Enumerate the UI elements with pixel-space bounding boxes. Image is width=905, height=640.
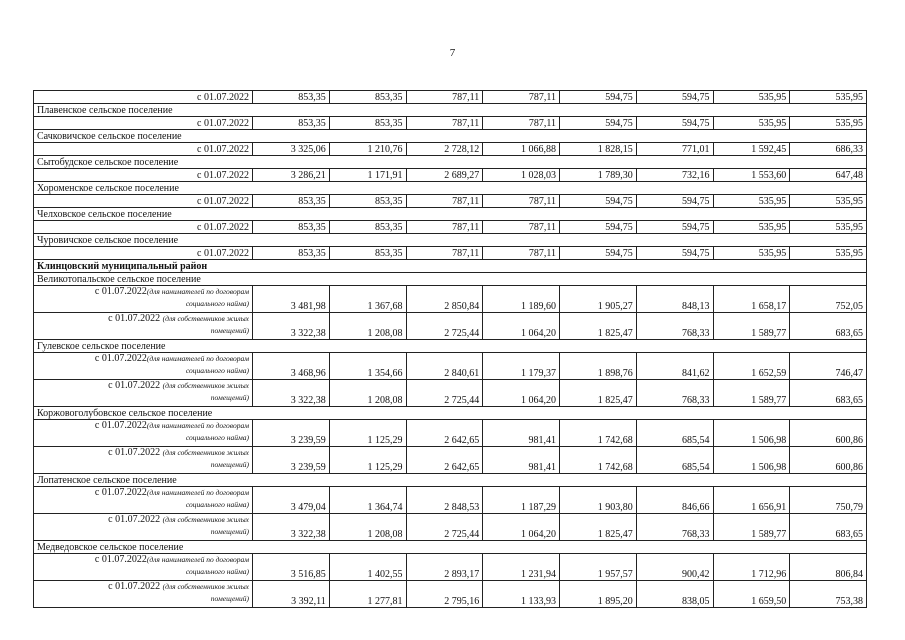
settlement-name: Чуровичское сельское поселение	[34, 234, 867, 247]
table-row	[34, 554, 867, 581]
value-cell: 2 850,84	[406, 286, 483, 313]
value-cell: 853,35	[253, 117, 330, 130]
table-row	[34, 104, 867, 117]
value-cell: 768,33	[636, 313, 713, 340]
value-cell: 3 239,59	[253, 420, 330, 447]
value-cell: 1 208,08	[329, 514, 406, 541]
value-cell: 981,41	[483, 420, 560, 447]
date-cell	[34, 447, 253, 474]
value-cell: 1 171,91	[329, 169, 406, 182]
value-cell: 1 898,76	[560, 353, 637, 380]
date-cell: с 01.07.2022	[34, 169, 253, 182]
value-cell: 900,42	[636, 554, 713, 581]
table-row	[34, 380, 867, 407]
value-cell: 1 589,77	[713, 313, 790, 340]
value-cell: 1 208,08	[329, 313, 406, 340]
date-cell	[34, 554, 253, 581]
value-cell: 853,35	[329, 91, 406, 104]
value-cell: 787,11	[483, 195, 560, 208]
value-cell: 1 367,68	[329, 286, 406, 313]
table-row	[34, 541, 867, 554]
value-cell: 1 652,59	[713, 353, 790, 380]
value-cell: 1 712,96	[713, 554, 790, 581]
tariff-table-body	[34, 91, 867, 608]
value-cell: 1 742,68	[560, 420, 637, 447]
value-cell: 1 506,98	[713, 420, 790, 447]
date-cell	[34, 487, 253, 514]
value-cell: 853,35	[329, 195, 406, 208]
table-row	[34, 143, 867, 156]
table-row	[34, 208, 867, 221]
table-row	[34, 221, 867, 234]
value-cell: 846,66	[636, 487, 713, 514]
date-text: с 01.07.2022	[108, 581, 161, 592]
table-row	[34, 313, 867, 340]
value-cell: 787,11	[483, 221, 560, 234]
date-text: с 01.07.2022	[108, 313, 161, 324]
settlement-name: Сачковичское сельское поселение	[34, 130, 867, 143]
value-cell: 787,11	[406, 195, 483, 208]
value-cell: 1 133,93	[483, 581, 560, 608]
value-cell: 2 725,44	[406, 380, 483, 407]
table-row	[34, 286, 867, 313]
category-note: (для нанимателей по договорам	[146, 488, 249, 497]
settlement-name: Великотопальское сельское поселение	[34, 273, 867, 286]
table-row	[34, 514, 867, 541]
value-cell: 594,75	[560, 117, 637, 130]
value-cell: 1 553,60	[713, 169, 790, 182]
value-cell: 1 064,20	[483, 514, 560, 541]
category-note: (для нанимателей по договорам	[146, 555, 249, 564]
settlement-name: Медведовское сельское поселение	[34, 541, 867, 554]
settlement-name: Лопатенское сельское поселение	[34, 474, 867, 487]
value-cell: 853,35	[253, 247, 330, 260]
value-cell: 1 125,29	[329, 447, 406, 474]
value-cell: 685,54	[636, 420, 713, 447]
value-cell: 853,35	[253, 91, 330, 104]
table-row	[34, 420, 867, 447]
settlement-name: Сытобудское сельское поселение	[34, 156, 867, 169]
value-cell: 841,62	[636, 353, 713, 380]
value-cell: 1 592,45	[713, 143, 790, 156]
value-cell: 686,33	[790, 143, 867, 156]
value-cell: 3 322,38	[253, 380, 330, 407]
category-note-continued: социального найма)	[185, 366, 249, 375]
category-note-continued: помещений)	[210, 594, 249, 603]
settlement-name: Плавенское сельское поселение	[34, 104, 867, 117]
value-cell: 1 210,76	[329, 143, 406, 156]
table-row	[34, 247, 867, 260]
value-cell: 2 642,65	[406, 447, 483, 474]
value-cell: 535,95	[790, 247, 867, 260]
category-note-continued: социального найма)	[185, 567, 249, 576]
category-note-continued: социального найма)	[185, 299, 249, 308]
value-cell: 3 322,38	[253, 514, 330, 541]
table-row	[34, 182, 867, 195]
value-cell: 768,33	[636, 514, 713, 541]
table-row	[34, 156, 867, 169]
date-cell: с 01.07.2022	[34, 143, 253, 156]
value-cell: 1 658,17	[713, 286, 790, 313]
value-cell: 2 728,12	[406, 143, 483, 156]
category-note: (для собственников жилых	[162, 381, 249, 390]
value-cell: 3 239,59	[253, 447, 330, 474]
date-cell: с 01.07.2022	[34, 221, 253, 234]
settlement-name: Коржовоголубовское сельское поселение	[34, 407, 867, 420]
value-cell: 594,75	[560, 91, 637, 104]
value-cell: 732,16	[636, 169, 713, 182]
value-cell: 787,11	[406, 117, 483, 130]
category-note: (для нанимателей по договорам	[146, 287, 249, 296]
settlement-name: Гулевское сельское поселение	[34, 340, 867, 353]
value-cell: 535,95	[713, 195, 790, 208]
value-cell: 594,75	[560, 247, 637, 260]
value-cell: 806,84	[790, 554, 867, 581]
value-cell: 1 354,66	[329, 353, 406, 380]
value-cell: 3 286,21	[253, 169, 330, 182]
value-cell: 838,05	[636, 581, 713, 608]
category-note-continued: социального найма)	[185, 500, 249, 509]
table-row	[34, 169, 867, 182]
value-cell: 3 516,85	[253, 554, 330, 581]
value-cell: 752,05	[790, 286, 867, 313]
date-cell	[34, 514, 253, 541]
value-cell: 600,86	[790, 447, 867, 474]
value-cell: 746,47	[790, 353, 867, 380]
value-cell: 3 468,96	[253, 353, 330, 380]
value-cell: 771,01	[636, 143, 713, 156]
district-name: Клинцовский муниципальный район	[34, 260, 867, 273]
value-cell: 1 903,80	[560, 487, 637, 514]
date-text: с 01.07.2022	[108, 380, 161, 391]
category-note-continued: помещений)	[210, 527, 249, 536]
table-row	[34, 234, 867, 247]
value-cell: 3 392,11	[253, 581, 330, 608]
table-row	[34, 117, 867, 130]
value-cell: 1 589,77	[713, 514, 790, 541]
value-cell: 683,65	[790, 380, 867, 407]
value-cell: 2 689,27	[406, 169, 483, 182]
value-cell: 1 589,77	[713, 380, 790, 407]
value-cell: 750,79	[790, 487, 867, 514]
value-cell: 535,95	[713, 117, 790, 130]
value-cell: 787,11	[406, 91, 483, 104]
value-cell: 535,95	[713, 221, 790, 234]
date-cell	[34, 581, 253, 608]
value-cell: 535,95	[713, 247, 790, 260]
value-cell: 685,54	[636, 447, 713, 474]
value-cell: 787,11	[483, 91, 560, 104]
value-cell: 594,75	[636, 221, 713, 234]
value-cell: 1 506,98	[713, 447, 790, 474]
value-cell: 1 905,27	[560, 286, 637, 313]
value-cell: 853,35	[329, 221, 406, 234]
tariff-table	[33, 90, 867, 608]
table-row	[34, 340, 867, 353]
category-note-continued: помещений)	[210, 460, 249, 469]
value-cell: 683,65	[790, 514, 867, 541]
date-cell: с 01.07.2022	[34, 91, 253, 104]
value-cell: 1 125,29	[329, 420, 406, 447]
value-cell: 1 179,37	[483, 353, 560, 380]
value-cell: 1 825,47	[560, 313, 637, 340]
value-cell: 787,11	[406, 221, 483, 234]
value-cell: 853,35	[253, 221, 330, 234]
date-text: с 01.07.2022	[108, 514, 161, 525]
category-note-continued: помещений)	[210, 326, 249, 335]
value-cell: 594,75	[636, 195, 713, 208]
value-cell: 2 848,53	[406, 487, 483, 514]
value-cell: 1 189,60	[483, 286, 560, 313]
value-cell: 1 187,29	[483, 487, 560, 514]
category-note: (для нанимателей по договорам	[146, 421, 249, 430]
date-text: с 01.07.2022	[94, 353, 147, 364]
value-cell: 1 656,91	[713, 487, 790, 514]
value-cell: 1 659,50	[713, 581, 790, 608]
value-cell: 535,95	[790, 91, 867, 104]
value-cell: 1 825,47	[560, 380, 637, 407]
value-cell: 768,33	[636, 380, 713, 407]
date-cell	[34, 380, 253, 407]
value-cell: 2 893,17	[406, 554, 483, 581]
settlement-name: Хороменское сельское поселение	[34, 182, 867, 195]
value-cell: 535,95	[790, 221, 867, 234]
value-cell: 1 208,08	[329, 380, 406, 407]
value-cell: 2 795,16	[406, 581, 483, 608]
value-cell: 683,65	[790, 313, 867, 340]
value-cell: 787,11	[406, 247, 483, 260]
date-cell	[34, 286, 253, 313]
value-cell: 594,75	[560, 221, 637, 234]
date-cell	[34, 420, 253, 447]
value-cell: 594,75	[636, 117, 713, 130]
value-cell: 2 840,61	[406, 353, 483, 380]
value-cell: 1 825,47	[560, 514, 637, 541]
category-note: (для собственников жилых	[162, 314, 249, 323]
value-cell: 1 895,20	[560, 581, 637, 608]
settlement-name: Челховское сельское поселение	[34, 208, 867, 221]
date-cell: с 01.07.2022	[34, 247, 253, 260]
date-text: с 01.07.2022	[94, 487, 147, 498]
value-cell: 1 957,57	[560, 554, 637, 581]
table-row	[34, 260, 867, 273]
value-cell: 3 322,38	[253, 313, 330, 340]
value-cell: 1 277,81	[329, 581, 406, 608]
value-cell: 1 028,03	[483, 169, 560, 182]
category-note-continued: помещений)	[210, 393, 249, 402]
value-cell: 1 828,15	[560, 143, 637, 156]
value-cell: 1 789,30	[560, 169, 637, 182]
value-cell: 1 064,20	[483, 380, 560, 407]
value-cell: 853,35	[329, 247, 406, 260]
table-row	[34, 195, 867, 208]
value-cell: 594,75	[636, 247, 713, 260]
table-row	[34, 91, 867, 104]
table-row	[34, 474, 867, 487]
table-row	[34, 447, 867, 474]
value-cell: 1 064,20	[483, 313, 560, 340]
value-cell: 853,35	[329, 117, 406, 130]
value-cell: 594,75	[560, 195, 637, 208]
date-cell: с 01.07.2022	[34, 195, 253, 208]
table-row	[34, 487, 867, 514]
category-note: (для собственников жилых	[162, 515, 249, 524]
table-row	[34, 130, 867, 143]
value-cell: 787,11	[483, 117, 560, 130]
date-text: с 01.07.2022	[94, 420, 147, 431]
value-cell: 753,38	[790, 581, 867, 608]
value-cell: 1 231,94	[483, 554, 560, 581]
category-note: (для собственников жилых	[162, 448, 249, 457]
table-row	[34, 581, 867, 608]
value-cell: 2 725,44	[406, 313, 483, 340]
date-text: с 01.07.2022	[94, 554, 147, 565]
value-cell: 1 742,68	[560, 447, 637, 474]
value-cell: 594,75	[636, 91, 713, 104]
value-cell: 1 066,88	[483, 143, 560, 156]
value-cell: 535,95	[790, 117, 867, 130]
value-cell: 853,35	[253, 195, 330, 208]
value-cell: 647,48	[790, 169, 867, 182]
value-cell: 535,95	[713, 91, 790, 104]
value-cell: 787,11	[483, 247, 560, 260]
value-cell: 535,95	[790, 195, 867, 208]
date-cell: с 01.07.2022	[34, 117, 253, 130]
table-row	[34, 353, 867, 380]
value-cell: 3 479,04	[253, 487, 330, 514]
value-cell: 2 642,65	[406, 420, 483, 447]
category-note-continued: социального найма)	[185, 433, 249, 442]
table-row	[34, 407, 867, 420]
date-text: с 01.07.2022	[94, 286, 147, 297]
value-cell: 848,13	[636, 286, 713, 313]
page-number: 7	[449, 47, 456, 59]
value-cell: 1 402,55	[329, 554, 406, 581]
date-cell	[34, 313, 253, 340]
date-cell	[34, 353, 253, 380]
value-cell: 600,86	[790, 420, 867, 447]
category-note: (для нанимателей по договорам	[146, 354, 249, 363]
value-cell: 2 725,44	[406, 514, 483, 541]
category-note: (для собственников жилых	[162, 582, 249, 591]
date-text: с 01.07.2022	[108, 447, 161, 458]
table-row	[34, 273, 867, 286]
value-cell: 1 364,74	[329, 487, 406, 514]
value-cell: 981,41	[483, 447, 560, 474]
value-cell: 3 481,98	[253, 286, 330, 313]
value-cell: 3 325,06	[253, 143, 330, 156]
